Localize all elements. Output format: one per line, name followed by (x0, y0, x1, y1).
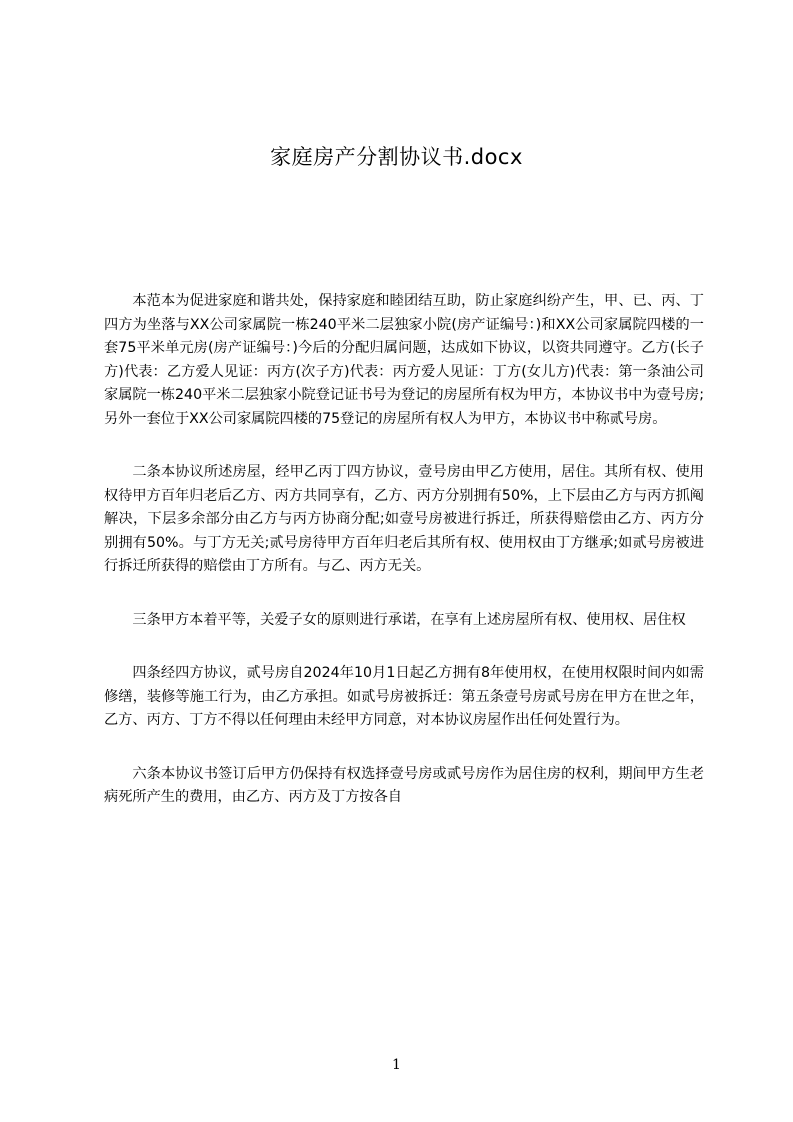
paragraph-article-4: 四条经四方协议，贰号房自2024年10月1日起乙方拥有8年使用权，在使用权限时间内如需修缮，装修等施工行为，由乙方承担。如贰号房被拆迁：第五条壹号房贰号房在甲方在世之年，乙方、丙方、丁方不得以任何理由未经甲方同意，对本协议房屋作出任何处置行为。 (104, 665, 704, 728)
paragraph-article-2: 二条本协议所述房屋，经甲乙丙丁四方协议，壹号房由甲乙方使用，居住。其所有权、使用权待甲方百年归老后乙方、丙方共同享有，乙方、丙方分别拥有50%，上下层由乙方与丙方抓阄解决，下层多余部分由乙方与丙方协商分配;如壹号房被进行拆迁，所获得赔偿由乙方、丙方分别拥有50%。与丁方无关;贰号房待甲方百年归老后其所有权、使用权由丁方继承;如贰号房被进行拆迁所获得的赔偿由丁方所有。与乙、丙方无关。 (104, 464, 704, 574)
paragraph-intro: 本范本为促进家庭和谐共处，保持家庭和睦团结互助，防止家庭纠纷产生，甲、已、丙、丁四方为坐落与XX公司家属院一栋240平米二层独家小院(房产证编号：)和XX公司家属院四楼的一套75平米单元房(房产证编号：)今后的分配归属问题，达成如下协议，以资共同遵守。乙方(长子方)代表：乙方爱人见证：丙方(次子方)代表：丙方爱人见证：丁方(女儿方)代表：第一条油公司家属院一栋240平米二层独家小院登记证书号为登记的房屋所有权为甲方，本协议书中为壹号房;另外一套位于XX公司家属院四楼的75登记的房屋所有权人为甲方，本协议书中称贰号房。 (104, 293, 704, 427)
paragraph-article-3: 三条甲方本着平等，关爱子女的原则进行承诺，在享有上述房屋所有权、使用权、居住权 (132, 611, 686, 628)
page-number: 1 (392, 1057, 401, 1073)
document-title: 家庭房产分割协议书.docx (270, 145, 523, 169)
paragraph-article-6: 六条本协议书签订后甲方仍保持有权选择壹号房或贰号房作为居住房的权利，期间甲方生老病死所产生的费用，由乙方、丙方及丁方按各自 (104, 765, 704, 805)
document-body (104, 290, 704, 840)
